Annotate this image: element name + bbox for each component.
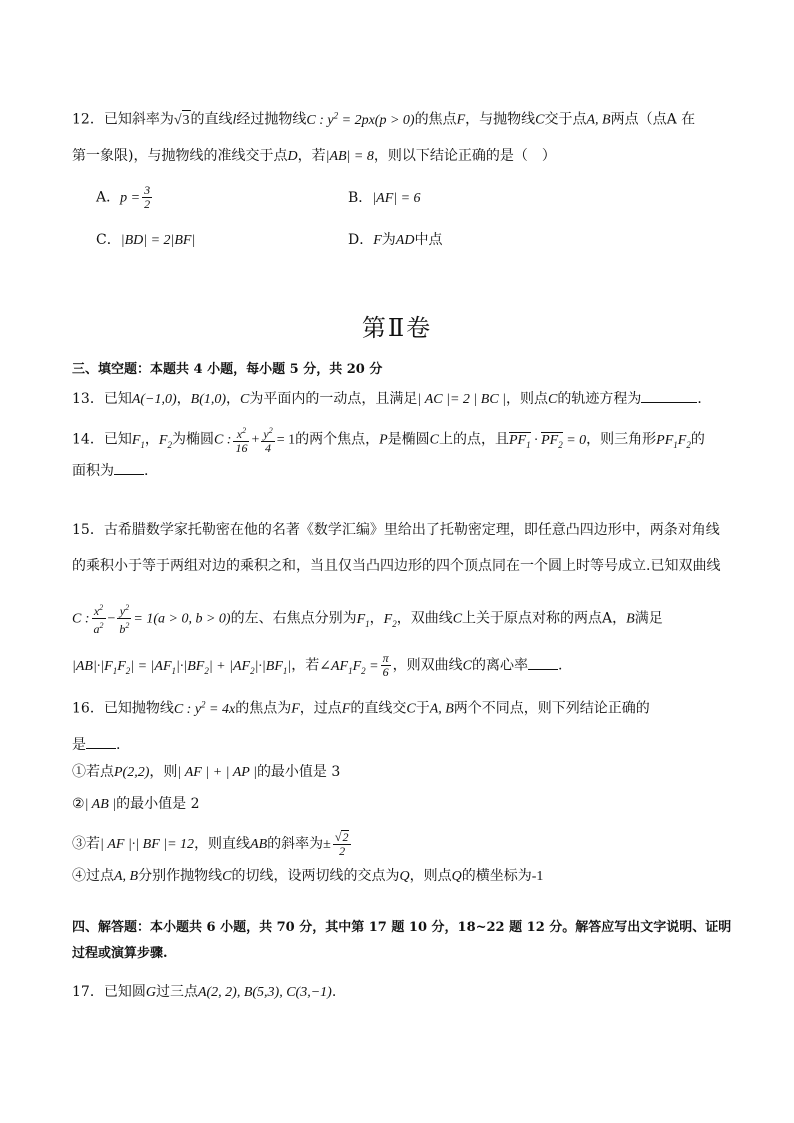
- q16-answer-blank[interactable]: [86, 734, 116, 749]
- q14-answer-blank[interactable]: [114, 460, 144, 475]
- q15-line4: $|AB|\cdot|F_1F_2| = |AF_1|\cdot|BF_2| + |AF_2|\cdot|BF_1|$，若$\angle AF_1F_2$ = $\frac{\pi}{6}$ ，则双曲线C的离心率 .: [72, 651, 563, 679]
- q12-line2: 第一象限)，与抛物线的准线交于点D，若|AB| = 8，则以下结论正确的是（ ）: [72, 148, 556, 164]
- q14-line1: 14．已知$F_1$，$F_2$为椭圆C : $\frac{x^2}{16}$ + $\frac{y^2}{4}$ = 1的两个焦点，P是椭圆C上的点，且$PF_1 \cdot PF_2 = 0$，则三角形$PF_1F_2$的: [72, 426, 705, 455]
- ab-eq-8: |AB| = 8: [325, 149, 374, 164]
- q13-answer-blank[interactable]: [641, 388, 697, 403]
- q12-option-c: C．|BD| = 2|BF|: [96, 232, 196, 248]
- sqrt3: √3: [174, 113, 191, 128]
- q16-statement-2: ②| AB |的最小值是 2: [72, 796, 200, 812]
- q12-option-b: B．|AF| = 6: [348, 190, 421, 206]
- q15-line1: 15．古希腊数学家托勒密在他的名著《数学汇编》里给出了托勒密定理，即任意凸四边形中，两条对角线: [72, 522, 720, 538]
- q12-line1: 12．已知斜率为√3的直线l经过抛物线C : $y^2 = 2px(p > 0)$的焦点F，与抛物线C交于点A, B两点（点A 在: [72, 105, 695, 131]
- q16-statement-4: ④过点A, B分别作抛物线C的切线，设两切线的交点为Q，则点Q的横坐标为-1: [72, 868, 544, 884]
- section4-heading-line2: 过程或演算步骤.: [72, 946, 168, 961]
- parabola-eq: C : $y^2 = 2px(p > 0)$: [306, 110, 415, 128]
- q16-line2: 是 .: [72, 734, 120, 755]
- q12-option-d: D．F为AD中点: [348, 232, 443, 248]
- q12-option-a: A．p = $\frac{3}{2}$: [96, 183, 151, 211]
- ptolemy-eq: $|AB|\cdot|F_1F_2| = |AF_1|\cdot|BF_2| + |AF_2|\cdot|BF_1|$: [72, 658, 292, 676]
- section4-heading-line1: 四、解答题：本小题共 6 小题，共 70 分，其中第 17 题 10 分，18~22 题 12 分。解答应写出文字说明、证明: [72, 920, 732, 935]
- q15-line3: C : $\frac{x^2}{a^2}$ − $\frac{y^2}{b^2}$ = 1(a > 0, b > 0)的左、右焦点分别为$F_1$，$F_2$，双曲线C上关于原点对称的两点A，B满足: [72, 603, 663, 636]
- q16-statement-1: ①若点P(2,2)，则| AF | + | AP |的最小值是 3: [72, 764, 341, 780]
- section3-heading: 三、填空题：本题共 4 小题，每小题 5 分，共 20 分: [72, 362, 383, 377]
- q17-line: 17．已知圆G过三点A(2, 2), B(5,3), C(3,−1).: [72, 984, 337, 1000]
- q16-line1: 16．已知抛物线C : $y^2 = 4x$的焦点为F，过点F的直线交C于A, B两个不同点，则下列结论正确的: [72, 699, 650, 717]
- part2-title: 第Ⅱ卷: [361, 314, 433, 342]
- q15-line2: 的乘积小于等于两组对边的乘积之和，当且仅当凸四边形的四个顶点同在一个圆上时等号成立.已知双曲线: [72, 558, 721, 574]
- q16-statement-3: ③若| AF |·| BF |= 12，则直线AB的斜率为± $\frac{√2}{2}$: [72, 830, 353, 858]
- q13-line: 13．已知A(−1,0)，B(1,0)，C为平面内的一动点，且满足| AC |= 2 | BC |，则点C的轨迹方程为 ．: [72, 388, 711, 410]
- dot-product-eq: $PF_1 \cdot PF_2 = 0$: [509, 433, 586, 448]
- q14-line2: 面积为 .: [72, 460, 148, 481]
- q15-answer-blank[interactable]: [528, 655, 558, 670]
